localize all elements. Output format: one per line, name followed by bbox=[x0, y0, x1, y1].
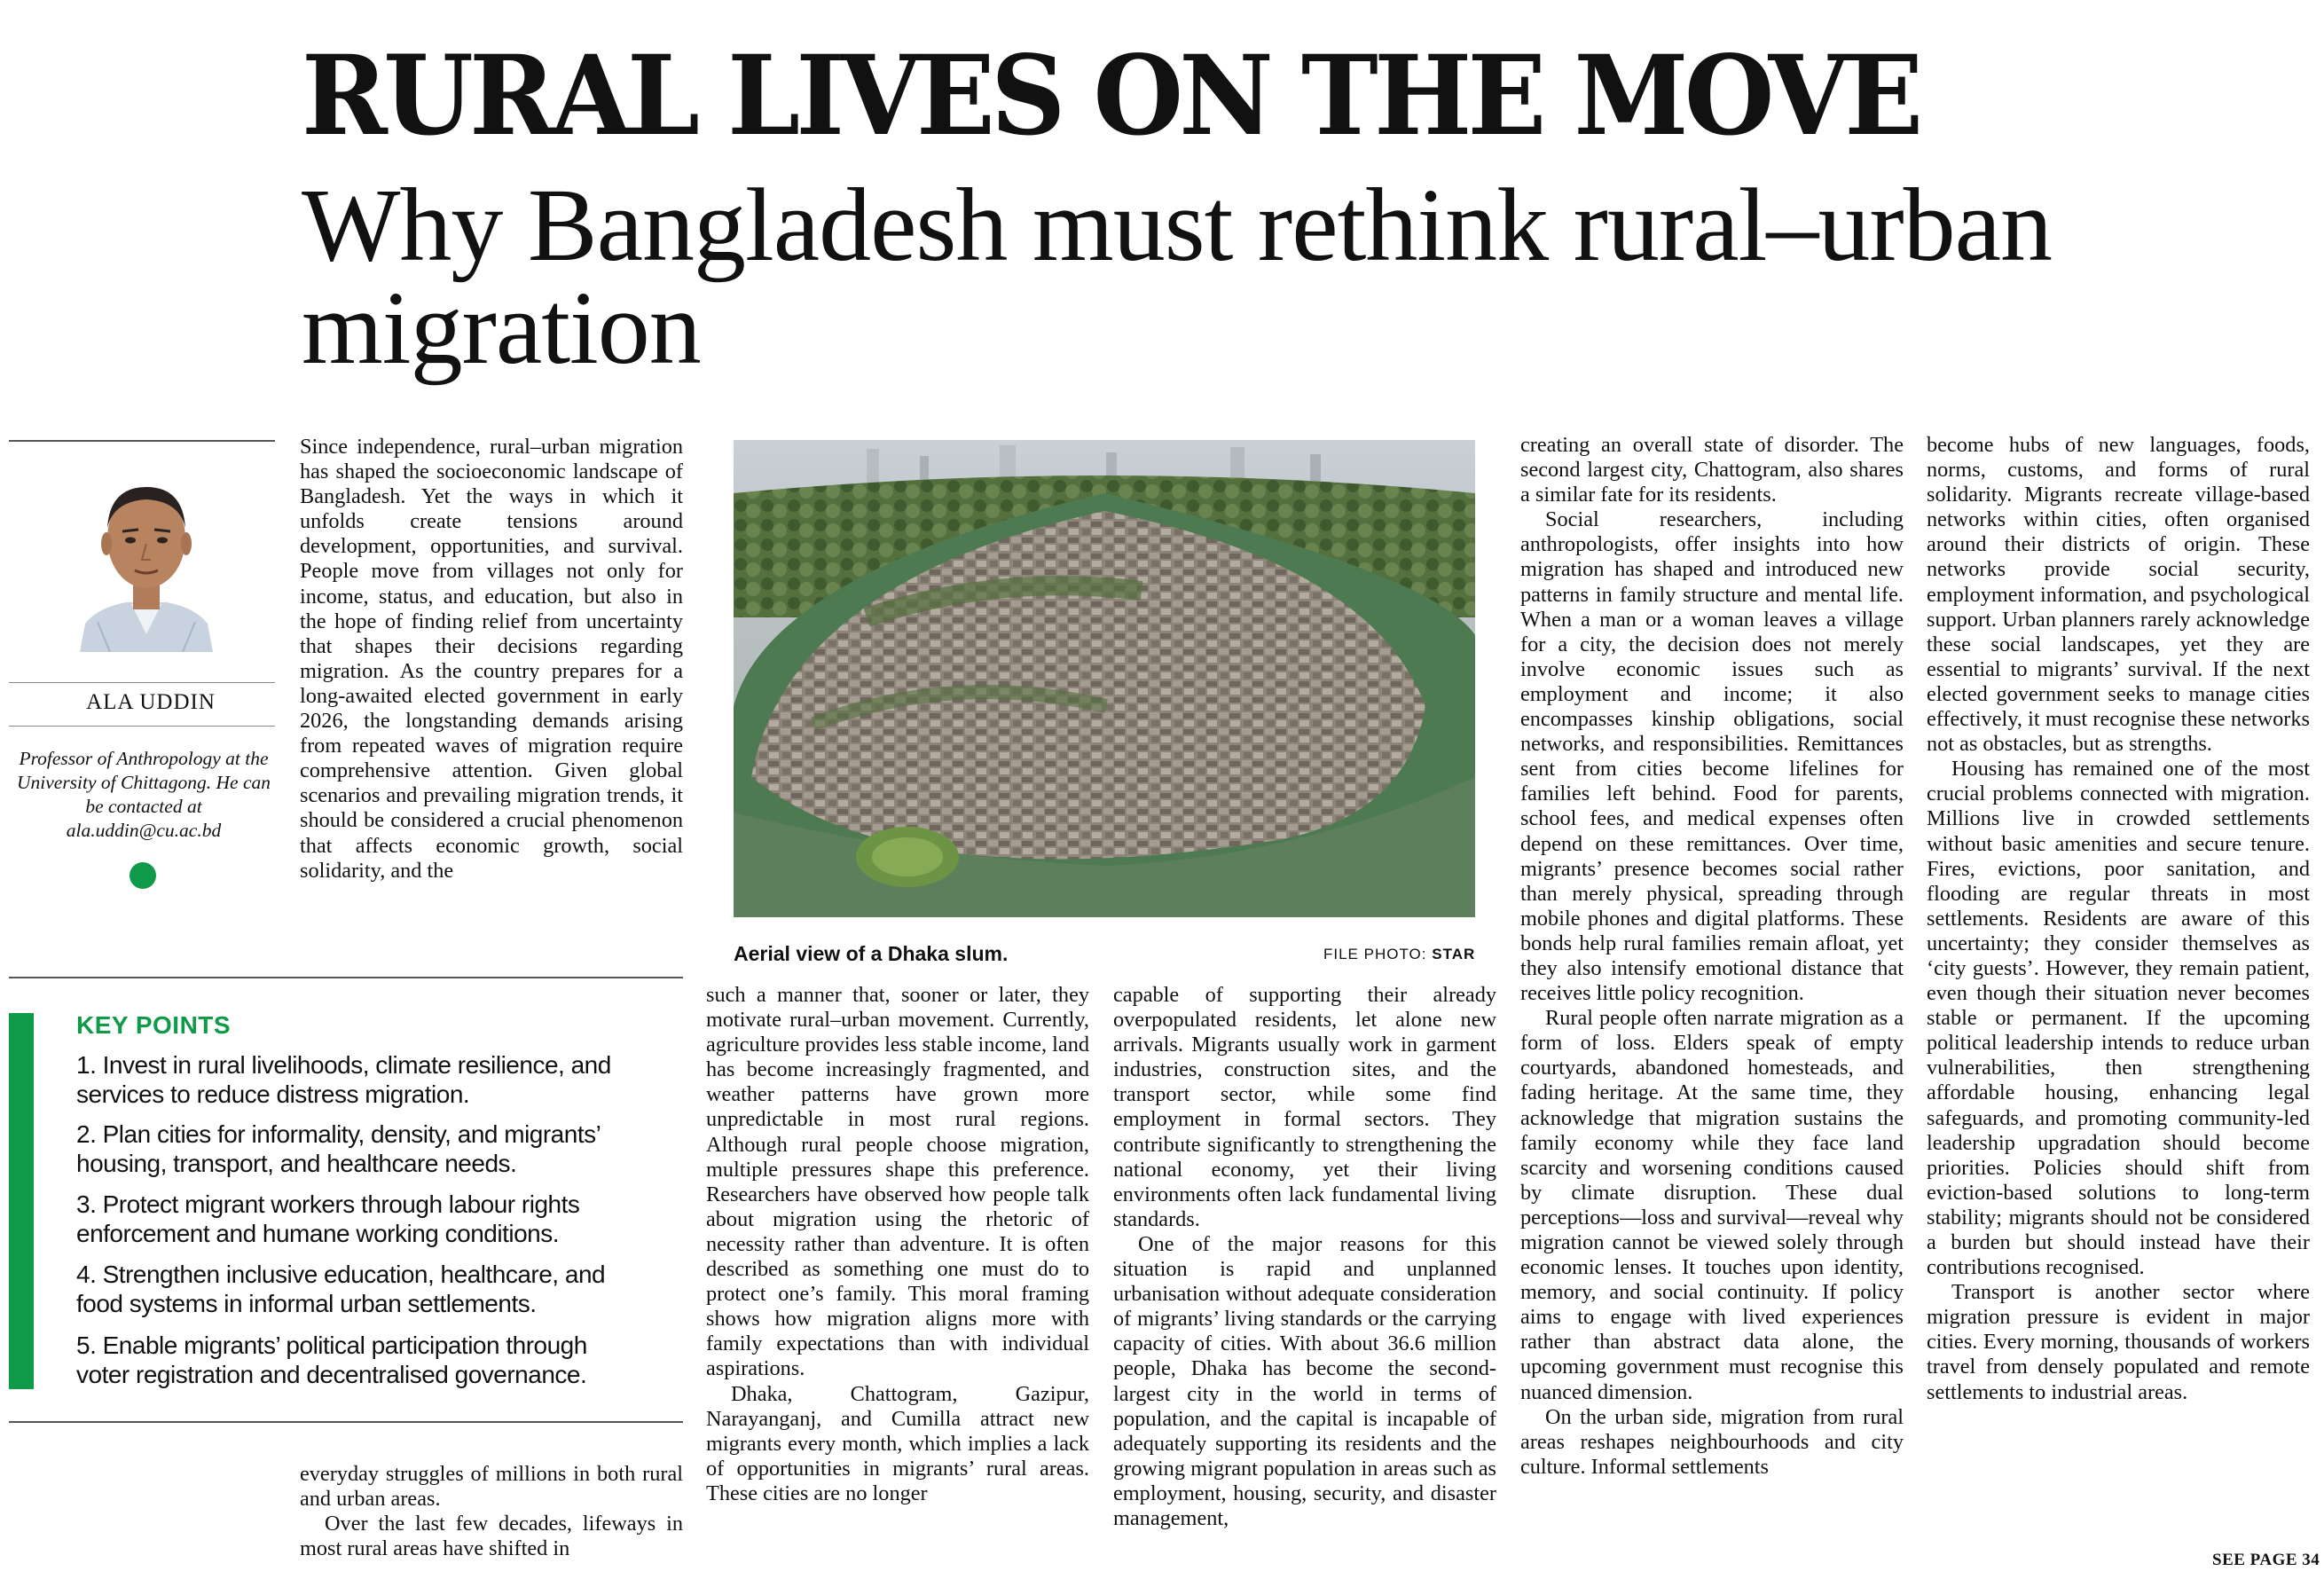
paragraph: creating an overall state of disorder. The second largest city, Chattogram, also shares a similar fate for its residents. bbox=[1520, 433, 1904, 507]
column-1-bottom bbox=[300, 1462, 683, 1561]
key-point-item: 5. Enable migrants’ political participation through voter registration and decentralised governance. bbox=[76, 1332, 587, 1388]
photo-credit-source: STAR bbox=[1432, 946, 1476, 962]
column-5 bbox=[1927, 433, 2310, 1405]
subheadline: Why Bangladesh must rethink rural–urban migration bbox=[302, 167, 2053, 386]
paragraph: Social researchers, including anthropologists, offer insights into how migration has shaped and introduced new patterns in family structure and mental life. When a man or a woman leaves a village for a city, the decision does not merely involve economic issues such as employment and income; it also encompasses kinship obligations, social networks, and responsibilities. Remittances sent from cities become lifelines for families left behind. Food for parents, school fees, and medical expenses often depend on these remittances. Over time, migrants’ presence becomes social rather than merely physical, spreading through mobile phones and digital platforms. These bonds help rural families remain afloat, yet they also intensify emotional distance that receives little policy recognition. bbox=[1520, 507, 1904, 1006]
paragraph: On the urban side, migration from rural areas reshapes neighbourhoods and city culture. Informal settlements bbox=[1520, 1404, 1904, 1479]
paragraph: Dhaka, Chattogram, Gazipur, Narayanganj, and Cumilla attract new migrants every month, which implies a lack of opportunities in migrants’ rural areas. These cities are no longer bbox=[706, 1381, 1089, 1505]
paragraph: become hubs of new languages, foods, norms, customs, and forms of rural solidarity. Migrants recreate village-based networks within cities, often organised around their districts of origin. These networks provide social security, employment information, and psychological support. Urban planners rarely acknowledge these social landscapes, yet they are essential to migrants’ survival. If the next elected government seeks to manage cities effectively, it must recognise these networks not as obstacles, but as strengths. bbox=[1927, 433, 2310, 757]
paragraph: Since independence, rural–urban migration has shaped the socioeconomic landscape of Bangladesh. Yet the ways in which it unfolds create tensions around development, opportunities, and survival. People move from villages not only for income, status, and education, but also in the hope of finding relief from uncertainty that shapes their decisions regarding migration. As the country prepares for a long-awaited elected government in early 2026, the longstanding demands arising from repeated waves of migration require comprehensive attention. Given global scenarios and prevailing migration trends, it should be considered a crucial phenomenon that affects economic growth, social solidarity, and the bbox=[300, 435, 683, 883]
author-name-rule-bottom bbox=[9, 726, 275, 727]
key-point-item: 3. Protect migrant workers through labour rights enforcement and humane working conditions. bbox=[76, 1190, 580, 1247]
paragraph: Housing has remained one of the most crucial problems connected with migration. Millions live in crowded settlements without basic amenities and secure tenure. Fires, evictions, poor sanitation, and flooding are regular threats in most settlements. Residents are aware of this uncertainty; they consider themselves as ‘city guests’. However, they remain patient, even though their situation never becomes stable or permanent. If the upcoming political leadership intends to reduce urban vulnerabilities, then strengthening affordable housing, enhancing legal safeguards, and promoting community-led leadership upgradation should become priorities. Policies should shift from eviction-based solutions to long-term stability; migrants should not be considered a burden but should instead have their contributions recognised. bbox=[1927, 757, 2310, 1280]
paragraph: Rural people often narrate migration as a form of loss. Elders speak of empty courtyards, abandoned homesteads, and fading heritage. At the same time, they acknowledge that migration sustains the family economy while they face land scarcity and worsening conditions caused by climate disruption. These dual perceptions—loss and survival—reveal why migration cannot be viewed solely through economic lenses. It touches upon identity, memory, and social continuity. If policy aims to engage with lived experiences rather than abstract data alone, the upcoming government must recognise this nuanced dimension. bbox=[1520, 1006, 1904, 1404]
column-2 bbox=[706, 983, 1089, 1506]
dhaka-slum-photo bbox=[734, 440, 1475, 917]
paragraph: One of the major reasons for this situation is rapid and unplanned urbanisation without adequate consideration of migrants’ living standards or the carrying capacity of cities. With about 36.6 million people, Dhaka has become the second-largest city in the world in terms of population, and the capital is incapable of adequately supporting its residents and the growing migrant population in areas such as employment, housing, security, and disaster management, bbox=[1113, 1231, 1496, 1530]
key-points-bottom-rule bbox=[9, 1421, 683, 1423]
key-points-accent-bar bbox=[9, 1013, 34, 1389]
key-point-item: 2. Plan cities for informality, density, and migrants’ housing, transport, and healthcare needs. bbox=[76, 1120, 601, 1177]
column-3 bbox=[1113, 983, 1496, 1531]
key-points-top-rule bbox=[9, 977, 683, 978]
author-name: ALA UDDIN bbox=[86, 690, 216, 714]
paragraph: Transport is another sector where migration pressure is evident in major cities. Every morning, thousands of workers travel from densely populated and remote settlements to industrial areas. bbox=[1927, 1280, 2310, 1404]
paragraph: everyday struggles of millions in both rural and urban areas. bbox=[300, 1462, 683, 1512]
column-1-top bbox=[300, 435, 683, 884]
photo-caption: Aerial view of a Dhaka slum. bbox=[734, 942, 1009, 965]
headline: RURAL LIVES ON THE MOVE bbox=[302, 32, 1920, 161]
green-dot-icon bbox=[130, 862, 156, 889]
column-4 bbox=[1520, 433, 1904, 1480]
author-bio: Professor of Anthropology at the University of Chittagong. He can be contacted at ala.uddin@cu.ac.bd bbox=[16, 748, 271, 841]
paragraph: such a manner that, sooner or later, they motivate rural–urban movement. Currently, agriculture provides less stable income, land has become increasingly fragmented, and weather patterns have grown more unpredictable in most rural regions. Although rural people choose migration, multiple pressures shape this preference. Researchers have observed how people talk about migration using the rhetoric of necessity rather than adventure. It is often described as something one must do to protect one’s family. This moral framing shows how migration aligns more with family expectations than with individual aspirations. bbox=[706, 983, 1089, 1381]
photo-credit bbox=[1323, 946, 1475, 963]
key-point-item: 4. Strengthen inclusive education, healthcare, and food systems in informal urban settlements. bbox=[76, 1261, 606, 1317]
author-photo bbox=[71, 466, 222, 652]
paragraph: Over the last few decades, lifeways in most rural areas have shifted in bbox=[300, 1512, 683, 1561]
paragraph: capable of supporting their already overpopulated residents, let alone new arrivals. Migrants usually work in garment industries, construction sites, and the transport sector, while some find employment in formal sectors. They contribute significantly to strengthening the national economy, yet their living environments often lack fundamental living standards. bbox=[1113, 983, 1496, 1231]
key-points-title: KEY POINTS bbox=[76, 1011, 232, 1039]
see-page-jump: SEE PAGE 34 bbox=[2212, 1551, 2320, 1569]
photo-credit-label: FILE PHOTO: bbox=[1323, 946, 1427, 962]
key-point-item: 1. Invest in rural livelihoods, climate resilience, and services to reduce distress migration. bbox=[76, 1051, 611, 1108]
author-name-rule-top bbox=[9, 682, 275, 683]
author-top-rule bbox=[9, 440, 275, 442]
